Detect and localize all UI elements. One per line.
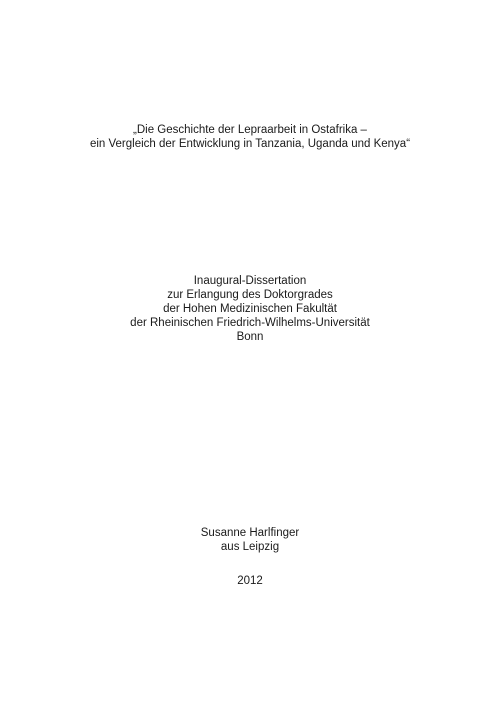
- publication-year: [0, 574, 500, 588]
- faculty-name: der Hohen Medizinischen Fakultät: [163, 303, 337, 315]
- title-line-2: ein Vergleich der Entwicklung in Tanzania, Uganda und Kenya“: [89, 138, 411, 150]
- year-text: 2012: [237, 575, 263, 587]
- dissertation-title: [0, 123, 500, 151]
- author-info: [0, 526, 500, 554]
- university-name: der Rheinischen Friedrich-Wilhelms-Universität: [130, 317, 370, 329]
- dissertation-purpose: zur Erlangung des Doktorgrades: [167, 289, 333, 301]
- title-line-1: „Die Geschichte der Lepraarbeit in Ostafrika –: [133, 124, 367, 136]
- dissertation-statement: [0, 274, 500, 344]
- dissertation-type: Inaugural-Dissertation: [193, 275, 307, 287]
- author-origin: aus Leipzig: [220, 541, 280, 553]
- author-name: Susanne Harlfinger: [200, 527, 300, 539]
- university-city: Bonn: [236, 331, 264, 343]
